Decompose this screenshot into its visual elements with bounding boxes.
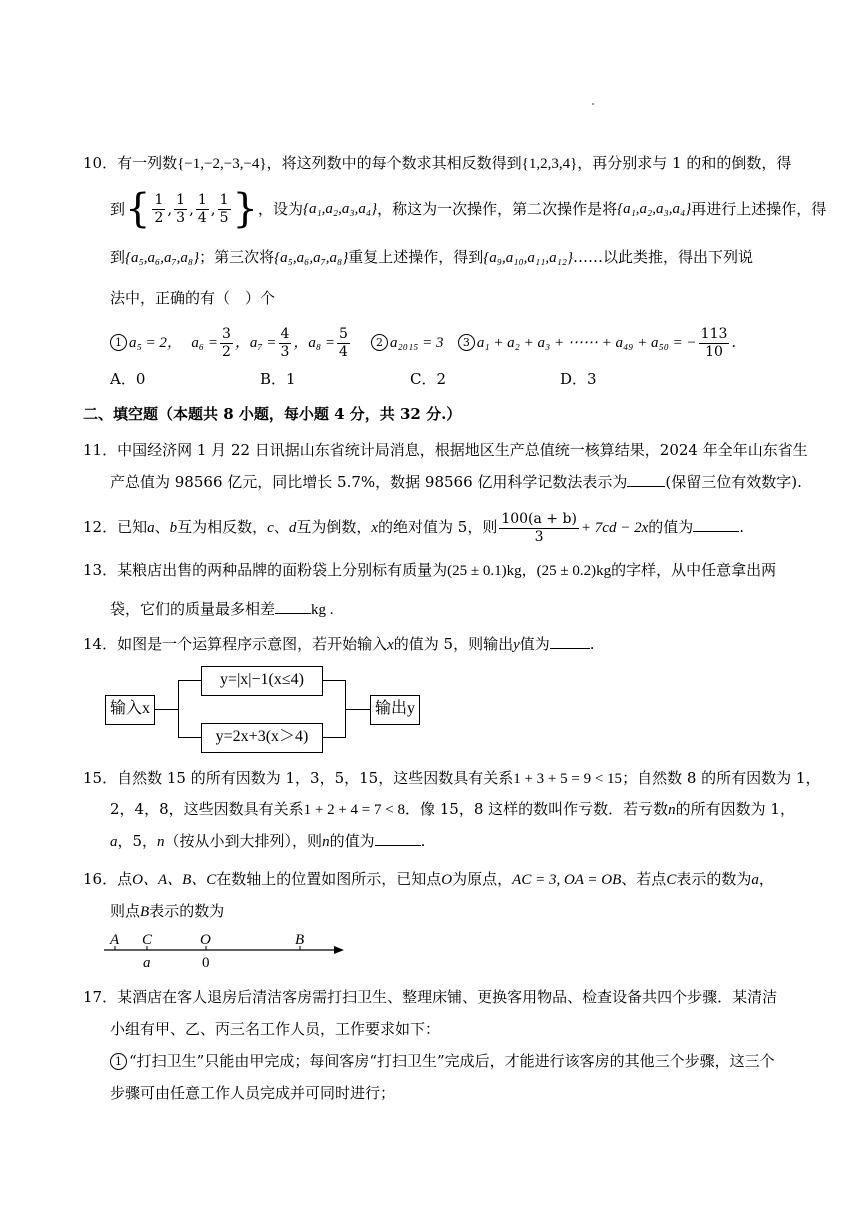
label-c: C [142, 932, 153, 948]
point-o: O [441, 872, 453, 888]
question-number: 10． [83, 154, 118, 172]
q14-text: 如图是一个运算程序示意图，若开始输入 [117, 635, 388, 653]
answer-blank[interactable] [275, 597, 311, 614]
q17-text: 某酒店在客人退房后清洁客房需打扫卫生、整理床铺、更换客用物品、检查设备共四个步骤．某清洁 [117, 988, 778, 1006]
q10-line1 [83, 151, 791, 176]
fraction [699, 326, 730, 361]
label-b: B [295, 932, 305, 948]
option-c[interactable]: C．2 [410, 370, 447, 388]
q13-line2 [110, 597, 334, 622]
q17-line3 [110, 1049, 775, 1073]
q10-line3 [110, 245, 753, 270]
q10-options [110, 367, 710, 391]
q13-text: ， [521, 561, 537, 579]
numerator: 1 [176, 191, 186, 208]
points: O、A、B、C [132, 872, 217, 888]
q10-text: 到 [110, 248, 126, 266]
fraction [218, 192, 231, 227]
question-number: 15． [83, 769, 118, 787]
q13-text: kg . [311, 602, 334, 618]
q16-text: 表示的数为 [676, 870, 752, 888]
denominator: 5 [219, 209, 229, 226]
q10-set2: {1,2,3,4} [521, 156, 578, 172]
var-x: x [387, 637, 394, 653]
connector [178, 680, 201, 681]
var-d: d [288, 520, 297, 536]
q10-text: ，设为 [257, 200, 303, 218]
q11-line2 [110, 470, 802, 494]
circled-number: 3 [458, 334, 475, 351]
denominator: 10 [705, 343, 723, 360]
q15-text: ；自然数 8 的所有因数为 1， [622, 769, 821, 787]
var-y: y [513, 637, 520, 653]
var-n: n [668, 802, 676, 818]
q10-text: ，再分别求与 1 的和的倒数，得 [577, 154, 792, 172]
q17-text: “打扫卫生”只能由甲完成；每间客房“打扫卫生”完成后，才能进行该客房的其他三个步骤，这三个 [129, 1052, 775, 1070]
denominator: 3 [534, 528, 544, 545]
output-box: 输出y [370, 695, 420, 725]
denominator: 2 [221, 343, 231, 360]
numerator: 1 [219, 191, 229, 208]
numerator: 1 [154, 191, 164, 208]
q16-line2 [110, 899, 224, 924]
question-number: 16． [83, 870, 118, 888]
q10-set6: {a₅,a₆,a₇,a₈} [274, 250, 349, 266]
q10-text: 再进行上述操作，得 [691, 200, 827, 218]
point-b: B [140, 904, 150, 920]
arrow-head [334, 946, 344, 954]
q17-line4: 步骤可由任意工作人员完成并可同时进行； [110, 1084, 396, 1102]
answer-blank[interactable] [693, 515, 739, 532]
condition: AC = 3, OA = OB [512, 872, 622, 888]
option-a[interactable]: A．0 [110, 370, 146, 388]
q15-text: 2，4，8，这些因数具有关系 [110, 800, 304, 818]
point-c: C [666, 872, 677, 888]
period: . [731, 333, 737, 351]
q16-text: 在数轴上的位置如图所示，已知点 [216, 870, 442, 888]
q10-set7: {a₉,a₁₀,a₁₁,a₁₂} [483, 250, 574, 266]
question-number: 14． [83, 635, 118, 653]
connector [322, 680, 345, 681]
question-number: 13． [83, 561, 118, 579]
q16-text: 表示的数为 [149, 902, 225, 920]
q10-set3: {a₁,a₂,a₃,a₄} [302, 201, 378, 217]
q10-set4: {a₁,a₂,a₃,a₄} [617, 201, 692, 217]
q10-line2 [110, 186, 826, 231]
q10-text: ……以此类推，得出下列说 [573, 248, 754, 266]
fraction [152, 192, 165, 227]
var-a: a [147, 520, 155, 536]
circled-number: 2 [371, 334, 388, 351]
q17-line2: 小组有甲、乙、丙三名工作人员，工作要求如下： [110, 1020, 441, 1038]
q15-text: （按从小到大排列），则 [164, 832, 323, 850]
relation-1: 1 + 3 + 5 = 9 < 15 [513, 771, 623, 787]
q13-text: 袋，它们的质量最多相差 [110, 600, 276, 618]
denominator: 4 [339, 343, 348, 360]
value-a: a [143, 955, 151, 970]
q15-line2 [110, 797, 795, 822]
branch-box-bottom: y=2x+3(x＞4) [201, 723, 323, 753]
input-box: 输入x [105, 695, 155, 725]
right-brace: } [232, 186, 258, 232]
connector [154, 709, 178, 710]
left-brace: { [125, 186, 151, 232]
mass-2: (25 ± 0.2)kg [536, 563, 612, 579]
q10-text: ，将这列数中的每个数求其相反数得到 [266, 154, 522, 172]
q12-text: 互为相反数， [177, 518, 268, 536]
branch-box-top: y=|x|−1(x≤4) [201, 666, 323, 696]
comma: , [189, 200, 194, 218]
fraction [196, 192, 209, 227]
q10-line4: 法中，正确的有（ ）个 [110, 289, 276, 307]
numerator: 113 [700, 325, 728, 342]
q10-text: 重复上述操作，得到 [348, 248, 484, 266]
statement-1: a₅ = 2， [129, 335, 182, 351]
label-o: O [200, 932, 211, 948]
statement-1: a₆ = [191, 335, 218, 351]
circled-number: 1 [110, 334, 127, 351]
question-number: 12． [83, 518, 118, 536]
number-line [100, 928, 350, 970]
q14-line [83, 632, 595, 657]
expression: + 7cd − 2x [580, 520, 649, 536]
q16-text: 、若点 [621, 870, 667, 888]
fraction [337, 326, 350, 361]
statement-1: ，a₈ = [293, 335, 336, 351]
q14-text: 的值为 5，则输出 [393, 635, 514, 653]
q16-line1 [83, 867, 774, 892]
option-d[interactable]: D．3 [560, 370, 597, 388]
q11-line1 [83, 438, 808, 462]
denominator: 2 [154, 209, 164, 226]
answer-blank[interactable] [550, 632, 590, 649]
circled-number: 1 [110, 1053, 127, 1070]
q10-text: ；第三次将 [199, 248, 275, 266]
q12-text: 的绝对值为 5，则 [378, 518, 498, 536]
question-number: 17． [83, 988, 118, 1006]
fraction [499, 511, 579, 546]
question-number: 11． [83, 441, 118, 459]
q11-text: (保留三位有效数字). [665, 473, 802, 491]
comma: , [167, 200, 173, 218]
q12-text: 的值为 [648, 518, 694, 536]
mass-1: (25 ± 0.1)kg [447, 563, 522, 579]
comma: , [210, 200, 216, 218]
answer-blank[interactable] [627, 470, 665, 487]
period: . [739, 518, 745, 536]
q12-line [83, 506, 744, 549]
var-n: n [157, 834, 165, 850]
numerator: 1 [197, 191, 207, 208]
var-c: c [267, 520, 274, 536]
statement-2: a₂₀₁₅ = 3 [390, 335, 444, 351]
var-a: a [751, 872, 759, 888]
numerator: 5 [339, 325, 348, 342]
q15-text: ，5， [117, 832, 158, 850]
q13-text: 的字样，从中任意拿出两 [611, 561, 777, 579]
q12-text: 互为倒数， [296, 518, 372, 536]
q12-text: 已知 [117, 518, 148, 536]
q15-text: ．像 15，8 这样的数叫作亏数．若亏数 [404, 800, 669, 818]
q10-statements [110, 322, 736, 363]
period: . [589, 635, 595, 653]
q15-text: 的值为 [329, 832, 375, 850]
q16-text: ， [758, 870, 774, 888]
denominator: 4 [197, 209, 207, 226]
page-dot [592, 103, 594, 105]
q16-text: 则点 [110, 902, 141, 920]
q10-set1: {−1,−2,−3,−4} [177, 156, 267, 172]
answer-blank[interactable] [375, 829, 421, 846]
connector [345, 709, 370, 710]
period: . [420, 832, 426, 850]
numerator: 3 [221, 325, 231, 342]
q16-text: 为原点， [452, 870, 513, 888]
connector [322, 737, 345, 738]
q10-set5: {a₅,a₆,a₇,a₈} [125, 250, 200, 266]
fraction [174, 192, 187, 227]
q12-text: 、 [154, 518, 170, 536]
q13-text: 某粮店出售的两种品牌的面粉袋上分别标有质量为 [117, 561, 448, 579]
connector [178, 680, 179, 738]
q15-line3 [110, 829, 425, 854]
fraction [279, 326, 292, 361]
statement-3: a₁ + a₂ + a₃ + ⋯⋯ + a₄₉ + a₅₀ = − [476, 335, 697, 351]
q11-text: 中国经济网 1 月 22 日讯据山东省统计局消息，根据地区生产总值统一核算结果，2024 年全年山东省生 [117, 441, 808, 459]
denominator: 3 [280, 343, 290, 360]
q16-text: 点 [117, 870, 133, 888]
section-heading: 二、填空题（本题共 8 小题，每小题 4 分，共 32 分.） [83, 405, 462, 423]
q15-text: 的所有因数为 1， [675, 800, 795, 818]
var-x: x [371, 520, 379, 536]
q13-line1 [83, 558, 776, 583]
q17-line1 [83, 985, 777, 1009]
option-b[interactable]: B．1 [260, 370, 296, 388]
q12-text: 、 [273, 518, 289, 536]
label-a: A [110, 932, 120, 948]
relation-2: 1 + 2 + 4 = 7 < 8 [303, 802, 405, 818]
q11-text: 产总值为 98566 亿元，同比增长 5.7%，数据 98566 亿用科学记数法表示为 [110, 473, 628, 491]
q10-text: ，称这为一次操作，第二次操作是将 [377, 200, 618, 218]
q10-text: 到 [110, 200, 126, 218]
q15-line1 [83, 766, 820, 791]
denominator: 3 [176, 209, 186, 226]
statement-1: ，a₇ = [234, 335, 277, 351]
numerator: 4 [280, 325, 290, 342]
fraction [220, 326, 233, 361]
connector [178, 737, 201, 738]
var-a: a [110, 834, 118, 850]
var-n: n [322, 834, 330, 850]
value-zero: 0 [202, 955, 210, 970]
numerator: 100(a + b) [501, 510, 577, 527]
var-b: b [169, 520, 178, 536]
q10-text: 有一列数 [117, 154, 178, 172]
q15-text: 自然数 15 的所有因数为 1，3，5，15，这些因数具有关系 [117, 769, 514, 787]
q14-text: 值为 [519, 635, 550, 653]
